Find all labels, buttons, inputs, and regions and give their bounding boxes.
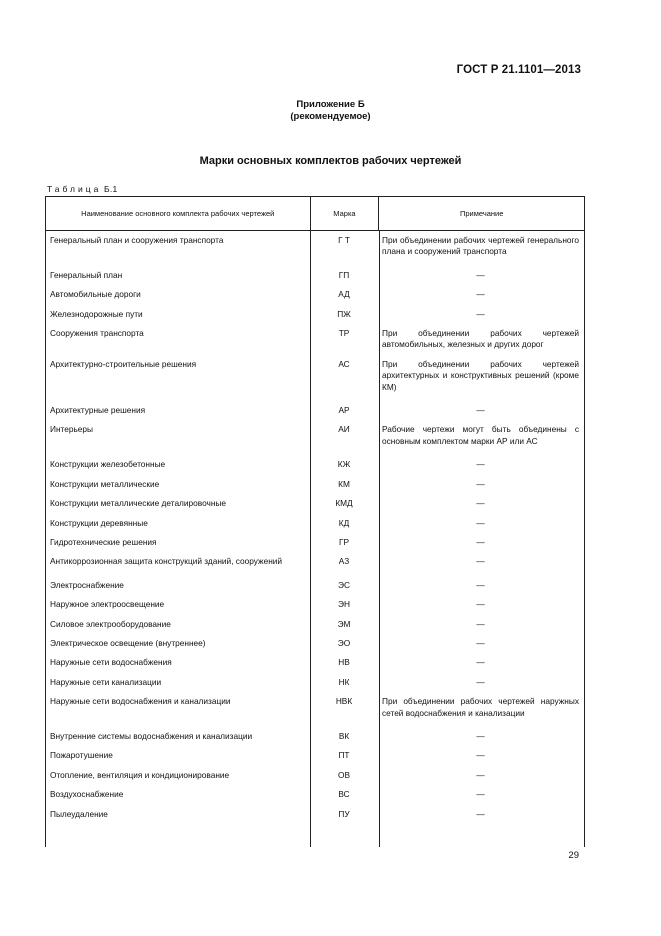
cell-name: Автомобильные дороги (50, 289, 141, 300)
marks-table (45, 196, 585, 847)
table-row (46, 231, 584, 266)
cell-name: Внутренние системы водоснабжения и канализации (50, 730, 253, 741)
table-row (46, 692, 584, 727)
cell-note: — (476, 637, 485, 648)
cell-note: — (476, 308, 485, 319)
cell-mark: ПТ (338, 750, 350, 761)
cell-name: Пылеудаление (50, 808, 108, 819)
cell-note: При объединении рабочих чертежей автомобильных, железных и других дорог (382, 328, 579, 350)
cell-note: — (476, 769, 485, 780)
table-row (46, 785, 584, 804)
cell-mark: АЗ (338, 556, 350, 567)
page-number: 29 (568, 850, 579, 861)
cell-name: Антикоррозионная защита конструкций зданий, сооружений (50, 556, 283, 567)
cell-name: Наружные сети водоснабжения (50, 657, 172, 668)
cell-name: Сооружения транспорта (50, 328, 144, 339)
cell-name: Конструкции железобетонные (50, 459, 166, 470)
cell-mark: АР (338, 405, 350, 416)
cell-name: Наружное электроосвещение (50, 599, 165, 610)
table-row (46, 766, 584, 785)
table-row (46, 576, 584, 595)
cell-name: Интерьеры (50, 424, 93, 435)
table-row (46, 494, 584, 513)
cell-mark: АИ (338, 424, 350, 435)
table-caption-number: Б.1 (104, 184, 118, 194)
table-row (46, 420, 584, 455)
table-row (46, 455, 584, 474)
table-row (46, 355, 584, 401)
table-caption-word: Таблица (47, 184, 102, 194)
cell-note: — (476, 478, 485, 489)
table-row (46, 727, 584, 746)
table-body (46, 231, 584, 824)
cell-note: — (476, 289, 485, 300)
table-row (46, 805, 584, 824)
cell-note: — (476, 498, 485, 509)
table-row (46, 324, 584, 355)
cell-note: — (476, 808, 485, 819)
cell-note: — (476, 599, 485, 610)
table-row (46, 401, 584, 420)
table-row (46, 266, 584, 285)
cell-mark: НК (338, 676, 350, 687)
cell-note: — (476, 618, 485, 629)
table-row (46, 552, 584, 575)
cell-name: Отопление, вентиляция и кондиционирование (50, 769, 230, 780)
cell-name: Конструкции металлические (50, 478, 160, 489)
cell-note: — (476, 536, 485, 547)
cell-note: При объединении рабочих чертежей архитектурных и конструктивных решений (кроме КМ) (382, 358, 579, 392)
table-row (46, 533, 584, 552)
table-row (46, 615, 584, 634)
cell-mark: ЭС (338, 579, 350, 590)
table-row (46, 475, 584, 494)
cell-mark: Г Т (338, 235, 350, 245)
cell-note: — (476, 657, 485, 668)
cell-name: Железнодорожные пути (50, 308, 143, 319)
table-row (46, 673, 584, 692)
page-title: Марки основных комплектов рабочих чертежей (199, 155, 462, 167)
standard-code: ГОСТ Р 21.1101—2013 (456, 64, 581, 76)
cell-mark: ТР (338, 328, 350, 339)
appendix-note: (рекомендуемое) (290, 111, 371, 122)
cell-note: При объединении рабочих чертежей наружных сетей водоснабжения и канализации (382, 696, 579, 718)
cell-name: Архитектурно-строительные решения (50, 358, 197, 369)
cell-mark: ВС (338, 789, 350, 800)
cell-mark: ГР (338, 536, 350, 547)
cell-note: — (476, 579, 485, 590)
cell-mark: ГП (338, 269, 350, 280)
cell-name: Конструкции металлические деталировочные (50, 498, 226, 509)
cell-note: — (476, 750, 485, 761)
table-row (46, 634, 584, 653)
appendix-label: Приложение Б (296, 99, 365, 110)
cell-mark: НВК (335, 696, 353, 707)
cell-name: Пожаротушение (50, 750, 113, 761)
cell-note: — (476, 789, 485, 800)
cell-name: Электрическое освещение (внутреннее) (50, 637, 206, 648)
column-header-name: Наименование основного комплекта рабочих чертежей (46, 197, 311, 230)
cell-mark: КМД (335, 498, 353, 509)
table-row (46, 514, 584, 533)
cell-note: Рабочие чертежи могут быть объединены с основным комплектом марки АР или АС (382, 424, 579, 446)
cell-mark: КЖ (337, 459, 351, 470)
cell-note: — (476, 730, 485, 741)
table-caption (47, 184, 118, 194)
appendix-heading (0, 99, 661, 123)
cell-mark: КМ (338, 478, 350, 489)
cell-name: Конструкции деревянные (50, 517, 148, 528)
cell-mark: ЭМ (337, 618, 351, 629)
cell-mark: ВК (338, 730, 350, 741)
cell-mark: ПУ (338, 808, 350, 819)
cell-name: Генеральный план и сооружения транспорта (50, 235, 224, 245)
cell-note: — (476, 517, 485, 528)
cell-name: Наружные сети водоснабжения и канализации (50, 696, 231, 707)
cell-name: Наружные сети канализации (50, 676, 162, 687)
cell-mark: КД (338, 517, 350, 528)
table-row (46, 653, 584, 672)
cell-note: — (476, 556, 485, 567)
cell-name: Воздухоснабжение (50, 789, 124, 800)
column-header-note: Примечание (459, 209, 504, 218)
cell-note: — (476, 405, 485, 416)
cell-mark: НВ (338, 657, 350, 668)
cell-mark: ЭО (337, 637, 351, 648)
cell-note: При объединении рабочих чертежей генерального плана и сооружений транспорта (382, 235, 579, 257)
cell-mark: АД (338, 289, 350, 300)
table-row (46, 305, 584, 324)
cell-mark: АС (338, 358, 350, 369)
table-row (46, 595, 584, 614)
cell-name: Гидротехнические решения (50, 536, 157, 547)
cell-note: — (476, 459, 485, 470)
column-header-mark: Марка (311, 197, 380, 230)
cell-mark: ЭН (338, 599, 350, 610)
table-header (46, 197, 584, 231)
table-row (46, 285, 584, 304)
cell-name: Силовое электрооборудование (50, 618, 171, 629)
cell-name: Генеральный план (50, 269, 123, 280)
cell-mark: ОВ (338, 769, 350, 780)
cell-name: Электроснабжение (50, 579, 124, 590)
cell-name: Архитектурные решения (50, 405, 146, 416)
table-row (46, 746, 584, 765)
cell-mark: ПЖ (337, 308, 351, 319)
cell-note: — (476, 269, 485, 280)
cell-note: — (476, 676, 485, 687)
